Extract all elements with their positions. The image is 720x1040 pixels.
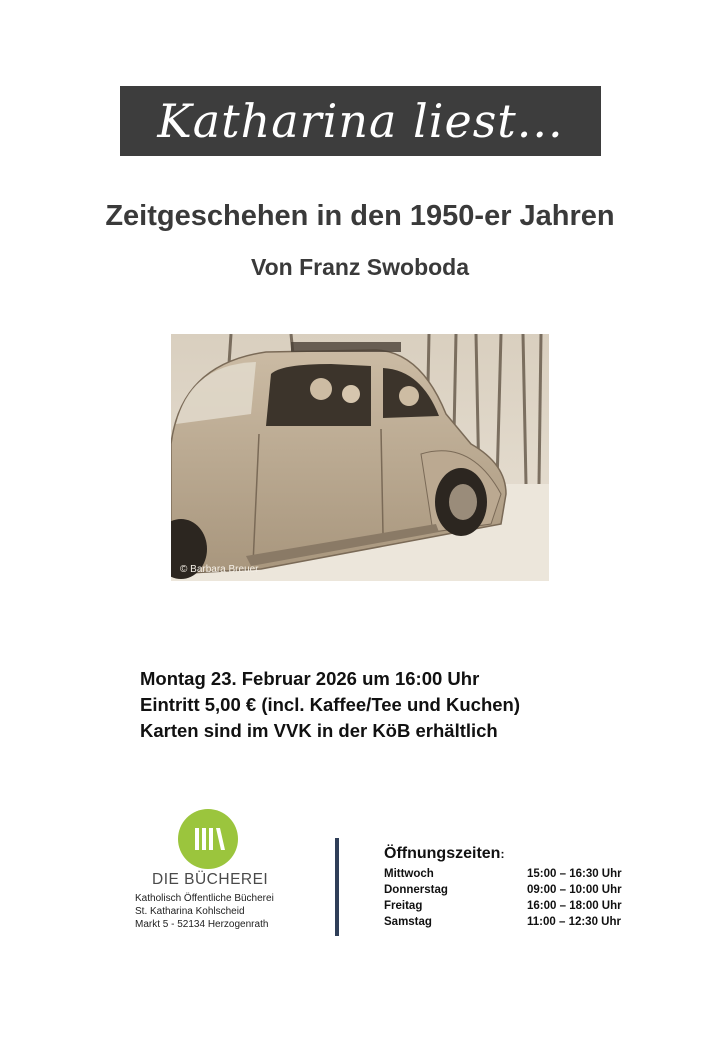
hours-row [384,914,622,930]
library-address [135,892,274,931]
hours-time: 16:00 – 18:00 Uhr [527,900,622,912]
hours-row [384,898,622,914]
vertical-divider [335,838,339,936]
poster-title: Katharina liest... [157,94,564,148]
opening-hours-colon: : [500,847,505,861]
hours-time: 09:00 – 10:00 Uhr [527,884,622,896]
hours-row [384,882,622,898]
opening-hours-table [384,866,622,930]
address-line: St. Katharina Kohlscheid [135,906,245,917]
hours-time: 15:00 – 16:30 Uhr [527,868,622,880]
books-icon [178,809,238,869]
hours-day: Freitag [384,900,423,912]
event-tickets: Karten sind im VVK in der KöB erhältlich [140,720,498,741]
library-logo-icon [178,809,238,869]
event-date: Montag 23. Februar 2026 um 16:00 Uhr [140,668,480,689]
vintage-car-photo [171,334,549,581]
hours-day: Samstag [384,916,432,928]
event-details [140,666,520,744]
hours-row [384,866,622,882]
photo-credit: © Barbara Breuer [180,564,259,575]
hours-time: 11:00 – 12:30 Uhr [527,916,621,928]
title-banner [120,86,601,156]
event-headline: Zeitgeschehen in den 1950-er Jahren [105,200,615,232]
opening-hours-title [384,845,504,863]
author-line: Von Franz Swoboda [250,254,470,280]
hours-day: Donnerstag [384,884,448,896]
address-line: Katholisch Öffentliche Bücherei [135,893,274,904]
hours-day: Mittwoch [384,868,434,880]
event-price: Eintritt 5,00 € (incl. Kaffee/Tee und Kuchen) [140,694,520,715]
opening-hours-title-text: Öffnungszeiten [384,845,501,862]
library-logo-text: DIE BÜCHEREI [152,871,269,888]
car-photo-illustration [171,334,549,581]
address-line: Markt 5 - 52134 Herzogenrath [135,919,269,930]
